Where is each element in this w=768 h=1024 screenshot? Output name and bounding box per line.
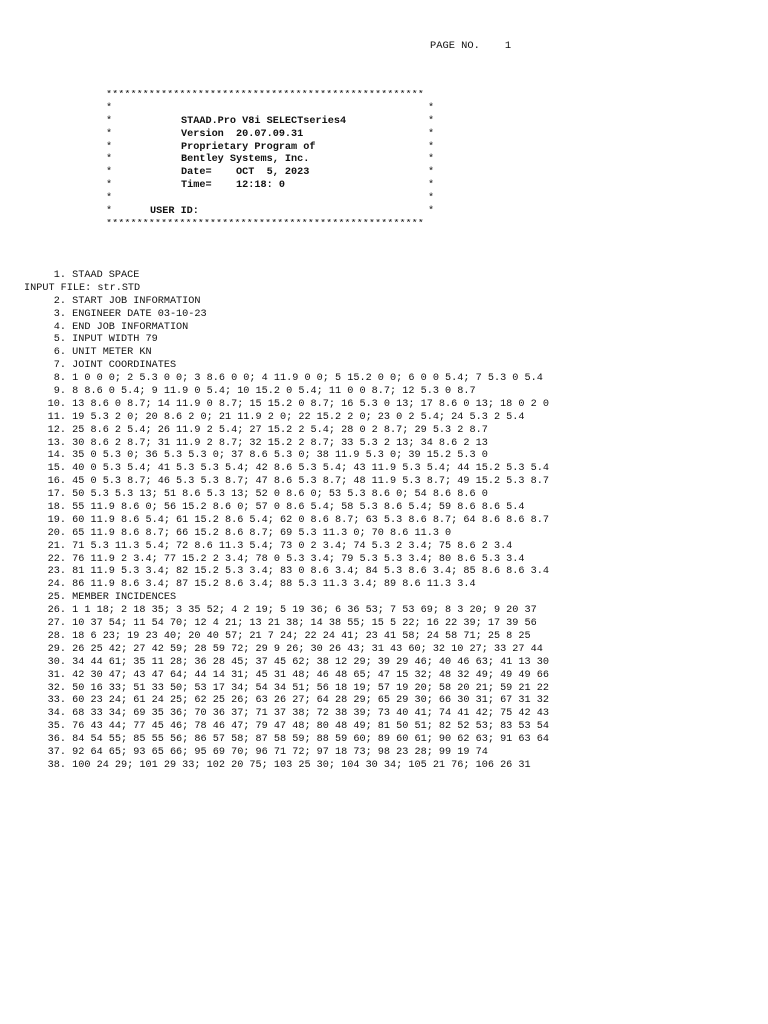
line-text: 76 43 44; 77 45 46; 78 46 47; 79 47 48; 80 48 49; 81 50 51; 82 52 53; 83 53 54 [72,721,549,733]
line-text: END JOB INFORMATION [72,321,189,333]
banner-date-row: * Date= OCT 5, 2023 * [106,167,435,179]
line-number: 8. [53,373,66,385]
line-text: 35 0 5.3 0; 36 5.3 5.3 0; 37 8.6 5.3 0; 38 11.9 5.3 0; 39 15.2 5.3 0 [72,450,488,462]
line-text: 50 5.3 5.3 13; 51 8.6 5.3 13; 52 0 8.6 0; 53 5.3 8.6 0; 54 8.6 8.6 0 [72,489,488,501]
line-text: 76 11.9 2 3.4; 77 15.2 2 3.4; 78 0 5.3 3.4; 79 5.3 5.3 3.4; 80 8.6 5.3 3.4 [72,553,525,565]
listing-line [24,502,768,515]
line-number: 33. [47,695,66,707]
listing-line [24,644,768,657]
run-date: Date= OCT 5, 2023 [181,167,310,179]
listing-line [24,270,768,283]
line-number: 15. [47,463,66,475]
program-name: STAAD.Pro V8i SELECTseries4 [181,115,347,127]
line-number: 32. [47,682,66,694]
line-number: 10. [47,398,66,410]
line-text: 26 25 42; 27 42 59; 28 59 72; 29 9 26; 30 26 43; 31 43 60; 32 10 27; 33 27 44 [72,643,543,655]
listing-line [24,386,768,399]
line-number: 25. [47,592,66,604]
banner-bottom-border: **************************************************** [106,218,424,230]
line-text: START JOB INFORMATION [72,295,201,307]
line-text: 92 64 65; 93 65 66; 95 69 70; 96 71 72; 97 18 73; 98 23 28; 99 19 74 [72,746,488,758]
banner-company-row: * Bentley Systems, Inc. * [106,154,435,166]
banner-user-row: * USER ID: * [106,206,435,218]
line-number: 30. [47,656,66,668]
listing-line [24,309,768,322]
line-text: 34 44 61; 35 11 28; 36 28 45; 37 45 62; 38 12 29; 39 29 46; 40 46 63; 41 13 30 [72,656,549,668]
line-text: 65 11.9 8.6 8.7; 66 15.2 8.6 8.7; 69 5.3 11.3 0; 70 8.6 11.3 0 [72,527,452,539]
listing-line [24,360,768,373]
line-number: 24. [47,579,66,591]
page-number: PAGE NO. 1 [430,40,512,52]
line-number: 26. [47,605,66,617]
line-number: 20. [47,527,66,539]
listing-line [24,670,768,683]
company-name: Bentley Systems, Inc. [181,154,310,166]
listing-line [24,463,768,476]
line-number: 2. [53,295,66,307]
line-number: 29. [47,643,66,655]
line-number: 13. [47,437,66,449]
line-number: 9. [53,386,66,398]
line-text: 45 0 5.3 8.7; 46 5.3 5.3 8.7; 47 8.6 5.3 8.7; 48 11.9 5.3 8.7; 49 15.2 5.3 8.7 [72,476,549,488]
program-version: Version 20.07.09.31 [181,128,304,140]
line-number: 23. [47,566,66,578]
listing-line [24,296,768,309]
listing-line [24,695,768,708]
line-text: 55 11.9 8.6 0; 56 15.2 8.6 0; 57 0 8.6 5.4; 58 5.3 8.6 5.4; 59 8.6 8.6 5.4 [72,502,525,514]
listing-line [24,605,768,618]
line-number: 4. [53,321,66,333]
banner-time-row: * Time= 12:18: 0 * [106,180,435,192]
line-text: INPUT FILE: str.STD [24,282,141,294]
listing-line [24,579,768,592]
line-text: 81 11.9 5.3 3.4; 82 15.2 5.3 3.4; 83 0 8.6 3.4; 84 5.3 8.6 3.4; 85 8.6 8.6 3.4 [72,566,549,578]
listing-line [24,399,768,412]
line-text: 42 30 47; 43 47 64; 44 14 31; 45 31 48; 46 48 65; 47 15 32; 48 32 49; 49 49 66 [72,669,549,681]
listing-line [24,683,768,696]
line-text: 50 16 33; 51 33 50; 53 17 34; 54 34 51; 56 18 19; 57 19 20; 58 20 21; 59 21 22 [72,682,549,694]
line-text: 68 33 34; 69 35 36; 70 36 37; 71 37 38; 72 38 39; 73 40 41; 74 41 42; 75 42 43 [72,708,549,720]
line-text: 13 8.6 0 8.7; 14 11.9 0 8.7; 15 15.2 0 8.7; 16 5.3 0 13; 17 8.6 0 13; 18 0 2 0 [72,398,549,410]
line-text: 18 6 23; 19 23 40; 20 40 57; 21 7 24; 22 24 41; 23 41 58; 24 58 71; 25 8 25 [72,630,531,642]
line-text: 60 23 24; 61 24 25; 62 25 26; 63 26 27; 64 28 29; 65 29 30; 66 30 31; 67 31 32 [72,695,549,707]
line-number: 14. [47,450,66,462]
banner-blank-row: * * [106,193,435,205]
line-number: 19. [47,514,66,526]
banner-program-row: * STAAD.Pro V8i SELECTseries4 * [106,115,435,127]
listing-line [24,283,768,296]
listing-line [24,541,768,554]
line-number: 7. [53,360,66,372]
line-number: 5. [53,334,66,346]
line-text: 1 0 0 0; 2 5.3 0 0; 3 8.6 0 0; 4 11.9 0 0; 5 15.2 0 0; 6 0 0 5.4; 7 5.3 0 5.4 [72,373,543,385]
proprietary-text: Proprietary Program of [181,141,316,153]
listing-line [24,412,768,425]
line-number: 36. [47,734,66,746]
listing-line [24,425,768,438]
line-text: 19 5.3 2 0; 20 8.6 2 0; 21 11.9 2 0; 22 15.2 2 0; 23 0 2 5.4; 24 5.3 2 5.4 [72,411,525,423]
line-text: INPUT WIDTH 79 [72,334,158,346]
listing-line [24,528,768,541]
listing-line [24,476,768,489]
line-text: 1 1 18; 2 18 35; 3 35 52; 4 2 19; 5 19 36; 6 36 53; 7 53 69; 8 3 20; 9 20 37 [72,605,537,617]
line-number: 1. [53,270,66,281]
banner-proprietary-row: * Proprietary Program of * [106,141,435,153]
input-listing [24,270,768,773]
line-text: 30 8.6 2 8.7; 31 11.9 2 8.7; 32 15.2 2 8.7; 33 5.3 2 13; 34 8.6 2 13 [72,437,488,449]
line-number: 31. [47,669,66,681]
listing-line [24,592,768,605]
banner-top-border: **************************************************** [106,90,424,101]
line-number: 6. [53,347,66,359]
line-number: 34. [47,708,66,720]
line-text: MEMBER INCIDENCES [72,592,177,604]
line-number: 38. [47,759,66,771]
listing-line [24,618,768,631]
line-number: 37. [47,746,66,758]
line-text: ENGINEER DATE 03-10-23 [72,308,207,320]
line-number: 21. [47,540,66,552]
line-number: 12. [47,424,66,436]
listing-line [24,747,768,760]
listing-line [24,566,768,579]
line-number: 28. [47,630,66,642]
line-text: 100 24 29; 101 29 33; 102 20 75; 103 25 30; 104 30 34; 105 21 76; 106 26 31 [72,759,531,771]
line-text: 60 11.9 8.6 5.4; 61 15.2 8.6 5.4; 62 0 8.6 8.7; 63 5.3 8.6 8.7; 64 8.6 8.6 8.7 [72,514,549,526]
line-text: 10 37 54; 11 54 70; 12 4 21; 13 21 38; 14 38 55; 15 5 22; 16 22 39; 17 39 56 [72,618,537,630]
line-text: 84 54 55; 85 55 56; 86 57 58; 87 58 59; 88 59 60; 89 60 61; 90 62 63; 91 63 64 [72,734,549,746]
line-text: 71 5.3 11.3 5.4; 72 8.6 11.3 5.4; 73 0 2 3.4; 74 5.3 2 3.4; 75 8.6 2 3.4 [72,540,513,552]
line-text: 40 0 5.3 5.4; 41 5.3 5.3 5.4; 42 8.6 5.3 5.4; 43 11.9 5.3 5.4; 44 15.2 5.3 5.4 [72,463,549,475]
listing-line [24,554,768,567]
line-text: 86 11.9 8.6 3.4; 87 15.2 8.6 3.4; 88 5.3 11.3 3.4; 89 8.6 11.3 3.4 [72,579,476,591]
listing-line [24,347,768,360]
line-number: 11. [47,411,66,423]
user-id-label: USER ID: [150,206,199,218]
run-time: Time= 12:18: 0 [181,180,285,192]
listing-line [24,450,768,463]
line-text: 25 8.6 2 5.4; 26 11.9 2 5.4; 27 15.2 2 5.4; 28 0 2 8.7; 29 5.3 2 8.7 [72,424,488,436]
listing-line [24,373,768,386]
listing-line [24,657,768,670]
listing-line [24,489,768,502]
line-text: UNIT METER KN [72,347,152,359]
line-number: 16. [47,476,66,488]
line-text: JOINT COORDINATES [72,360,177,372]
listing-line [24,734,768,747]
listing-line [24,708,768,721]
line-number: 27. [47,618,66,630]
line-text: 8 8.6 0 5.4; 9 11.9 0 5.4; 10 15.2 0 5.4; 11 0 0 8.7; 12 5.3 0 8.7 [72,386,476,398]
listing-line [24,515,768,528]
line-number: 22. [47,553,66,565]
line-number: 3. [53,308,66,320]
program-banner [106,90,436,232]
listing-line [24,322,768,335]
banner-version-row: * Version 20.07.09.31 * [106,128,435,140]
banner-blank-row: * * [106,102,435,114]
listing-line [24,760,768,773]
line-number: 17. [47,489,66,501]
listing-line [24,334,768,347]
listing-line [24,631,768,644]
line-number: 35. [47,721,66,733]
line-text: STAAD SPACE [72,270,140,281]
line-number: 18. [47,502,66,514]
listing-line [24,438,768,451]
listing-line [24,721,768,734]
